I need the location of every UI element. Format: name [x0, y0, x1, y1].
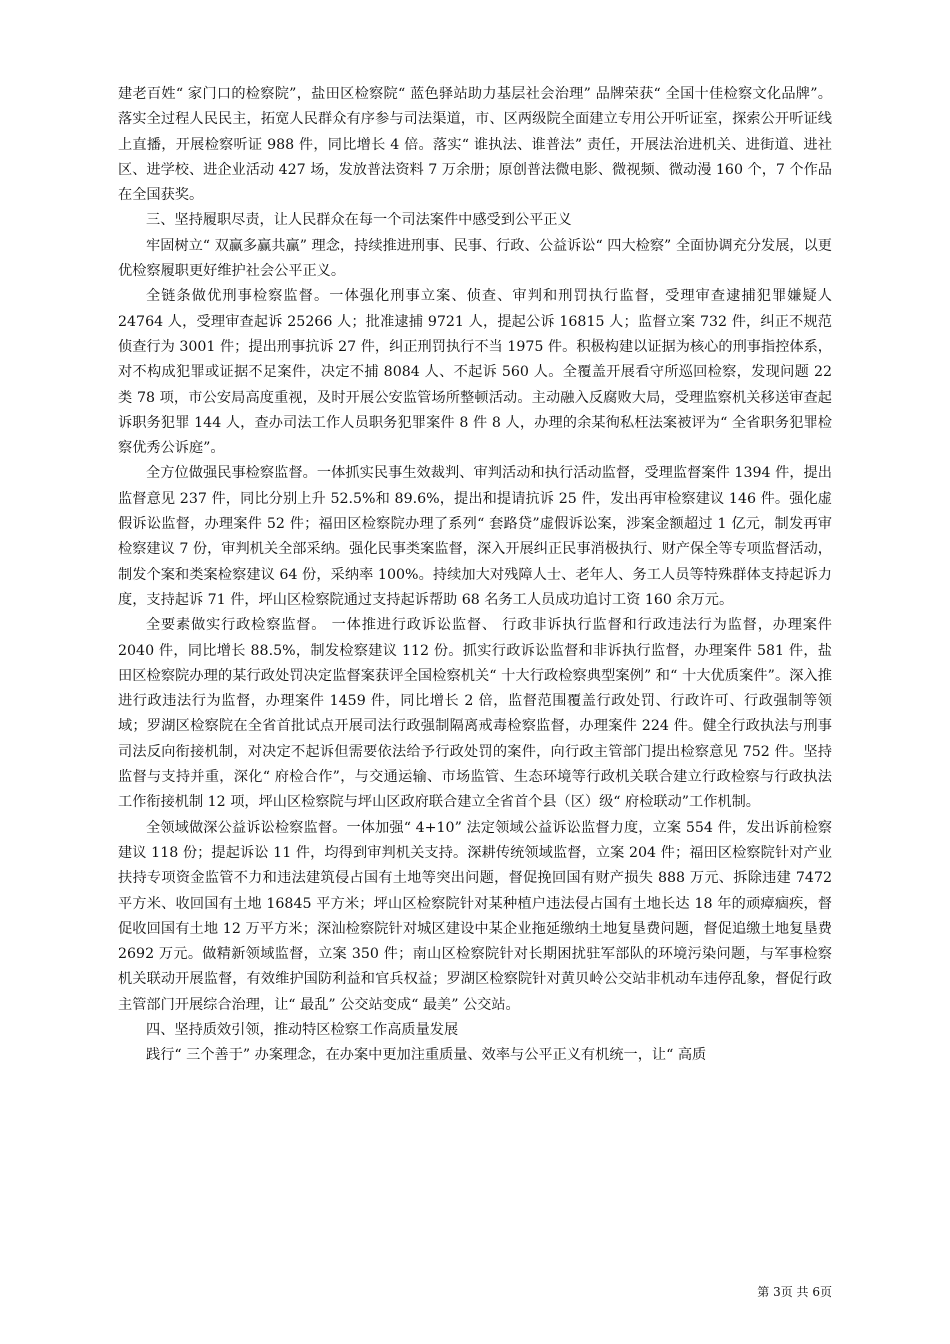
document-body [118, 82, 832, 1069]
paragraph-public-interest-litigation: 全领域做深公益诉讼检察监督。一体加强“ 4+10” 法定领域公益诉讼监督力度，立案 554 件，发出诉前检察建议 118 份；提起诉讼 11 件，均得到审判机关支持。深耕传统领域监督，立案 204 件；福田区检察院针对产业扶持专项资金监管不力和违法建筑侵占国有土地等突出问题，督促挽回国有财产损失 888 万元、拆除违建 7472 平方米、收回国有土地 16845 平方米；坪山区检察院针对某种植户违法侵占国有土地长达 18 年的顽瘴痼疾，督促收回国有土地 12 万平方米；深汕检察院针对城区建设中某企业拖延缴纳土地复垦费问题，督促追缴土地复垦费 2692 万元。做精新领域监督，立案 350 件；南山区检察院针对长期困扰驻军部队的环境污染问题，与军事检察机关联动开展监督，有效维护国防利益和官兵权益；罗湖区检察院针对黄贝岭公交站非机动车违停乱象，督促行政主管部门开展综合治理，让“ 最乱” 公交站变成“ 最美” 公交站。 [118, 819, 832, 1013]
paragraph-civil-supervision: 全方位做强民事检察监督。一体抓实民事生效裁判、审判活动和执行活动监督，受理监督案件 1394 件，提出监督意见 237 件，同比分别上升 52.5%和 89.6%，提出和提请抗诉 25 件，发出再审检察建议 146 件。强化虚假诉讼监督，办理案件 52 件；福田区检察院办理了系列“ 套路贷”虚假诉讼案，涉案金额超过 1 亿元，制发再审检察建议 7 份，审判机关全部采纳。强化民事类案监督，深入开展纠正民事消极执行、财产保全等专项监督活动，制发个案和类案检察建议 64 份，采纳率 100%。持续加大对残障人士、老年人、务工人员等特殊群体支持起诉力度，支持起诉 71 件，坪山区检察院通过支持起诉帮助 68 名务工人员成功追讨工资 160 余万元。 [118, 465, 832, 608]
section-heading-3: 三、坚持履职尽责，让人民群众在每一个司法案件中感受到公平正义 [146, 212, 572, 229]
paragraph: 牢固树立“ 双赢多赢共赢” 理念，持续推进刑事、民事、行政、公益诉讼“ 四大检察” 全面协调充分发展，以更优检察履职更好维护社会公平正义。 [118, 237, 832, 280]
paragraph-criminal-supervision: 全链条做优刑事检察监督。一体强化刑事立案、侦查、审判和刑罚执行监督，受理审查逮捕犯罪嫌疑人 24764 人，受理审查起诉 25266 人；批准逮捕 9721 人，提起公诉 16815 人；监督立案 732 件，纠正不规范侦查行为 3001 件；提出刑事抗诉 27 件，纠正刑罚执行不当 1975 件。积极构建以证据为核心的刑事指控体系，对不构成犯罪或证据不足案件，决定不捕 8084 人、不起诉 560 人。全覆盖开展看守所巡回检察，发现问题 22 类 78 项，市公安局高度重视，及时开展公安监管场所整顿活动。主动融入反腐败大局，受理监察机关移送审查起诉职务犯罪 144 人，查办司法工作人员职务犯罪案件 8 件 8 人，办理的余某徇私枉法案被评为“ 全省职务犯罪检察优秀公诉庭”。 [118, 288, 832, 457]
section-heading-4: 四、坚持质效引领，推动特区检察工作高质量发展 [146, 1021, 459, 1038]
paragraph-administrative-supervision: 全要素做实行政检察监督。 一体推进行政诉讼监督、 行政非诉执行监督和行政违法行为监督，办理案件 2040 件，同比增长 88.5%，制发检察建议 112 份。抓实行政诉讼监督和非诉执行监督，办理案件 581 件，盐田区检察院办理的某行政处罚决定监督案获评全国检察机关“ 十大行政检察典型案例” 和“ 十大优质案件”。深入推进行政违法行为监督，办理案件 1459 件，同比增长 2 倍，监督范围覆盖行政处罚、行政许可、行政强制等领域；罗湖区检察院在全省首批试点开展司法行政强制隔离戒毒检察监督，办理案件 224 件。健全行政执法与刑事司法反向衔接机制，对决定不起诉但需要依法给予行政处罚的案件，向行政主管部门提出检察意见 752 件。坚持监督与支持并重，深化“ 府检合作”，与交通运输、市场监管、生态环境等行政机关联合建立行政检察与行政执法工作衔接机制 12 项，坪山区检察院与坪山区政府联合建立全省首个县（区）级“ 府检联动”工作机制。 [118, 617, 832, 811]
paragraph-continuation: 建老百姓“ 家门口的检察院”，盐田区检察院“ 蓝色驿站助力基层社会治理” 品牌荣获“ 全国十佳检察文化品牌”。落实全过程人民民主，拓宽人民群众有序参与司法渠道，市、区两级院全面建立专用公开听证室，探索公开听证线上直播，开展检察听证 988 件，同比增长 4 倍。落实“ 谁执法、谁普法” 责任，开展法治进机关、进街道、进社区、进学校、进企业活动 427 场，发放普法资料 7 万余册；原创普法微电影、微视频、微动漫 160 个，7 个作品在全国获奖。 [118, 86, 832, 204]
paragraph: 践行“ 三个善于” 办案理念，在办案中更加注重质量、效率与公平正义有机统一，让“ 高质 [146, 1047, 707, 1064]
page-number: 第 3页 共 6页 [757, 1285, 832, 1299]
